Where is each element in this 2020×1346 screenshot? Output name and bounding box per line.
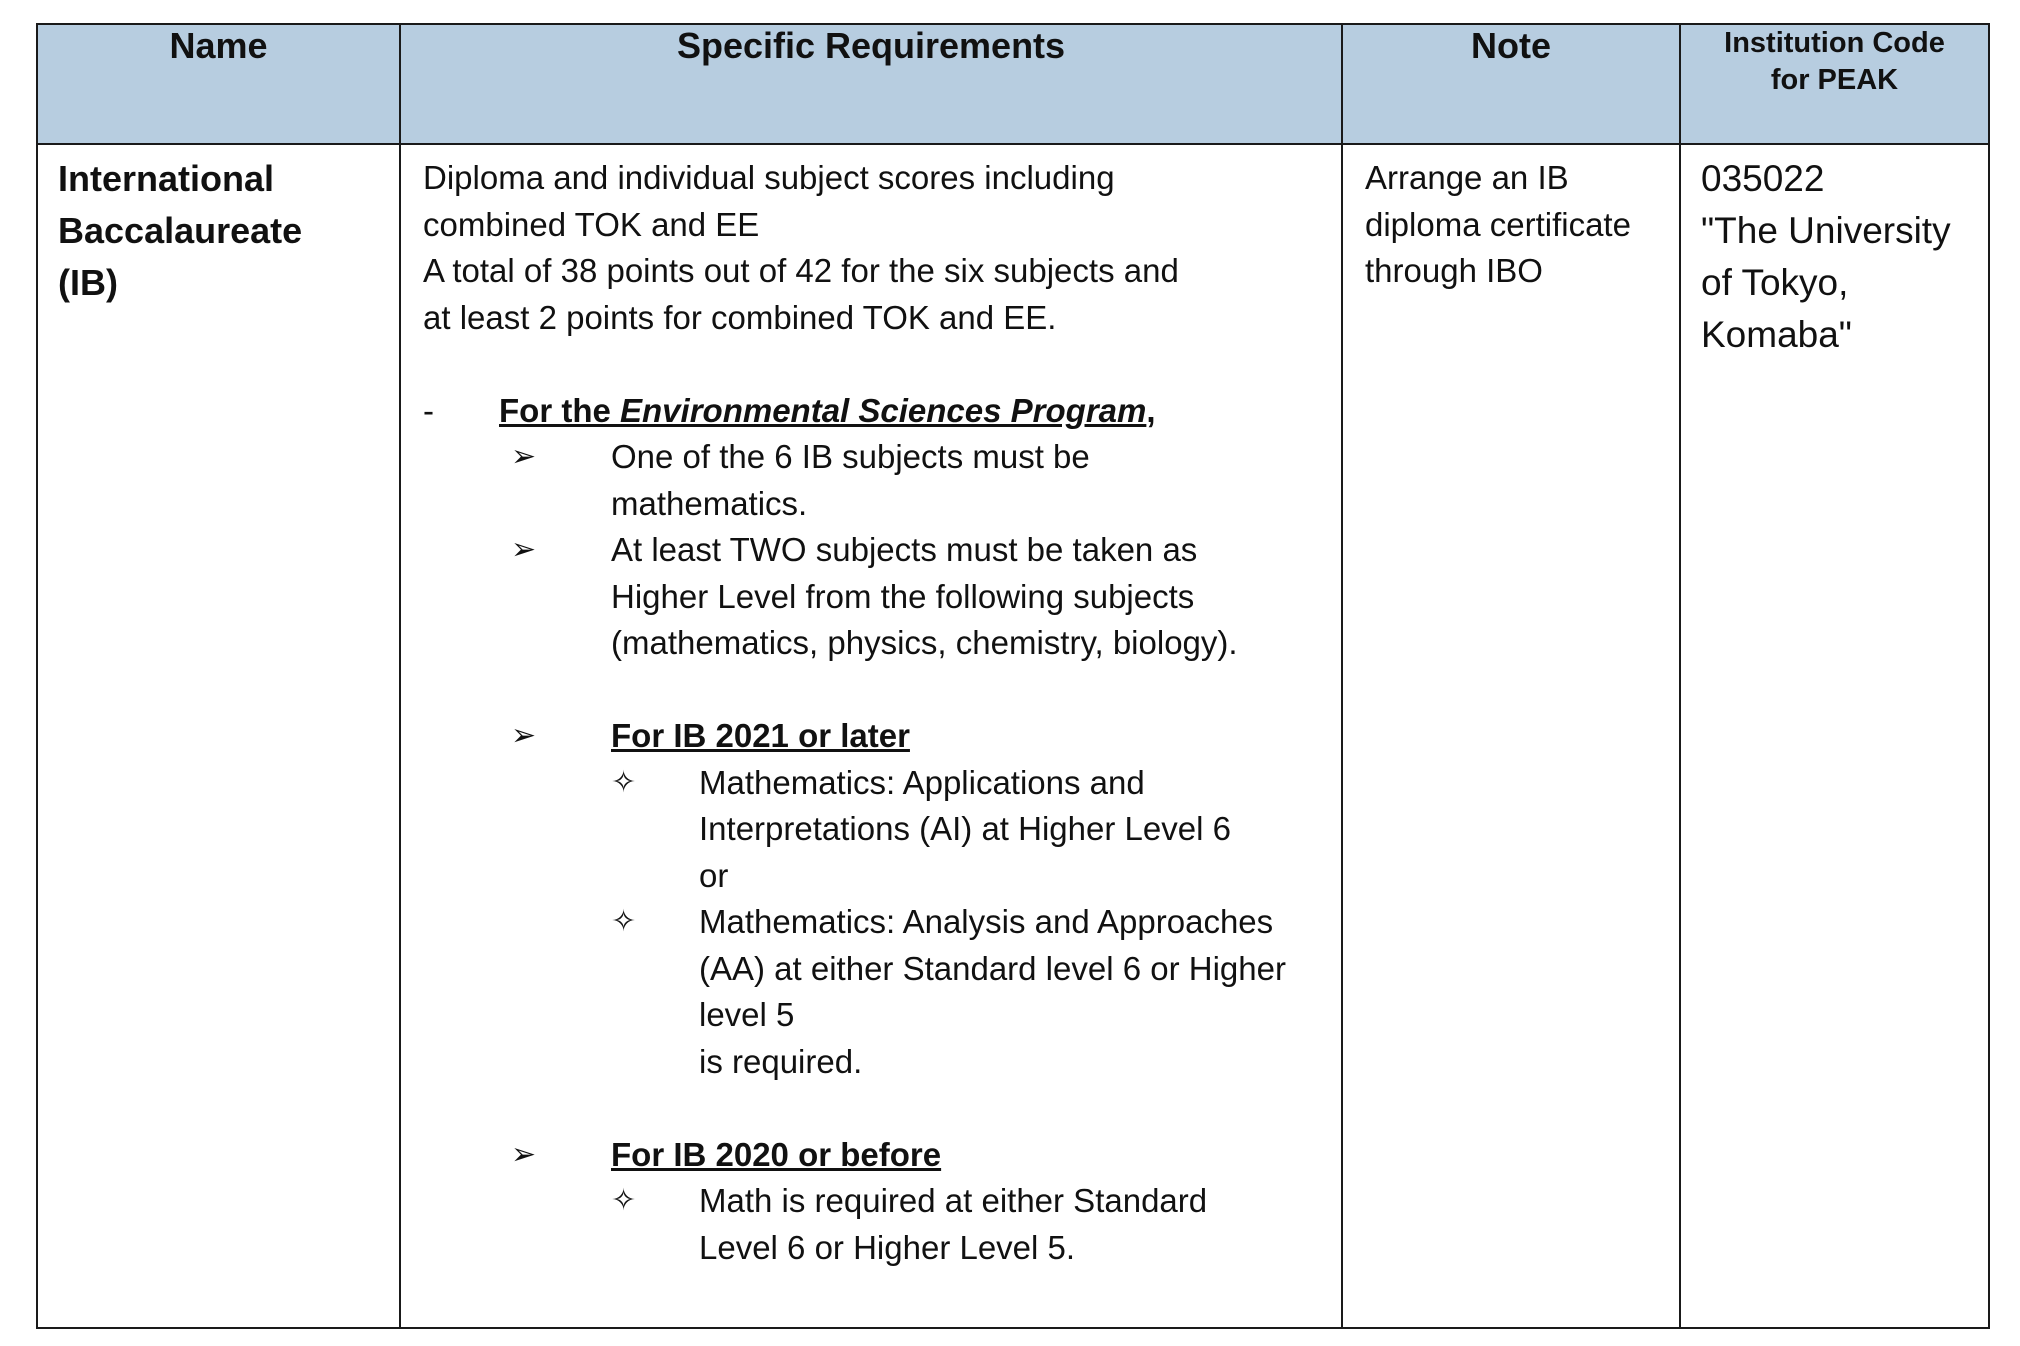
requirements-table <box>36 23 1990 1329</box>
intro-line: A total of 38 points out of 42 for the six subjects and <box>423 252 1179 289</box>
ib2021-heading: ➢ For IB 2021 or later <box>511 713 1321 760</box>
header-name: Name <box>37 24 400 144</box>
program-heading-text: For the Environmental Sciences Program, <box>499 391 1156 429</box>
name-line: Baccalaureate <box>58 210 303 251</box>
header-institution-code: Institution Code for PEAK <box>1680 24 1989 144</box>
name-cell <box>37 144 400 1328</box>
program-heading <box>423 388 1321 435</box>
four-point-star-bullet-icon: ✧ <box>611 905 637 938</box>
name-line: International <box>58 158 275 199</box>
four-point-star-bullet-icon: ✧ <box>611 1184 637 1217</box>
four-point-star-bullet-icon: ✧ <box>611 765 637 799</box>
ib2020-heading: ➢ For IB 2020 or before <box>511 1132 1321 1179</box>
header-note: Note <box>1342 24 1680 144</box>
intro-line: Diploma and individual subject scores including <box>423 159 1115 196</box>
list-item: ✧ Math is required at either Standard Level 6 or Higher Level 5. <box>611 1178 1321 1271</box>
code-line: Komaba" <box>1701 314 1852 355</box>
intro-line: combined TOK and EE <box>423 205 760 243</box>
list-item: ➢ One of the 6 IB subjects must be mathematics. <box>511 434 1321 527</box>
header-requirements: Specific Requirements <box>400 24 1342 144</box>
code-line: 035022 <box>1701 158 1825 199</box>
intro-line: at least 2 points for combined TOK and EE. <box>423 298 1057 336</box>
dash-marker: - <box>423 391 434 429</box>
note-line: Arrange an IB <box>1365 159 1569 196</box>
list-item: ✧ Mathematics: Analysis and Approaches (AA) at either Standard level 6 or Higher level 5 is required. <box>611 899 1321 1085</box>
code-line: "The University <box>1701 210 1951 251</box>
header-row <box>37 24 1989 144</box>
list-item: ✧ Mathematics: Applications and Interpretations (AI) at Higher Level 6 or <box>611 760 1321 900</box>
note-cell <box>1342 144 1680 1328</box>
note-line: through IBO <box>1365 252 1543 289</box>
arrowhead-bullet-icon: ➢ <box>511 719 537 752</box>
arrowhead-bullet-icon: ➢ <box>511 440 537 473</box>
code-line: of Tokyo, <box>1701 262 1849 303</box>
arrowhead-bullet-icon: ➢ <box>511 533 537 566</box>
table-row <box>37 144 1989 1328</box>
note-line: diploma certificate <box>1365 205 1631 243</box>
institution-code-cell <box>1680 144 1989 1328</box>
arrowhead-bullet-icon: ➢ <box>511 1137 537 1171</box>
list-item: ➢ At least TWO subjects must be taken as Higher Level from the following subjects (mathematics, physics, chemistry, biology). <box>511 527 1321 667</box>
name-line: (IB) <box>58 262 118 303</box>
requirements-cell <box>400 144 1342 1328</box>
